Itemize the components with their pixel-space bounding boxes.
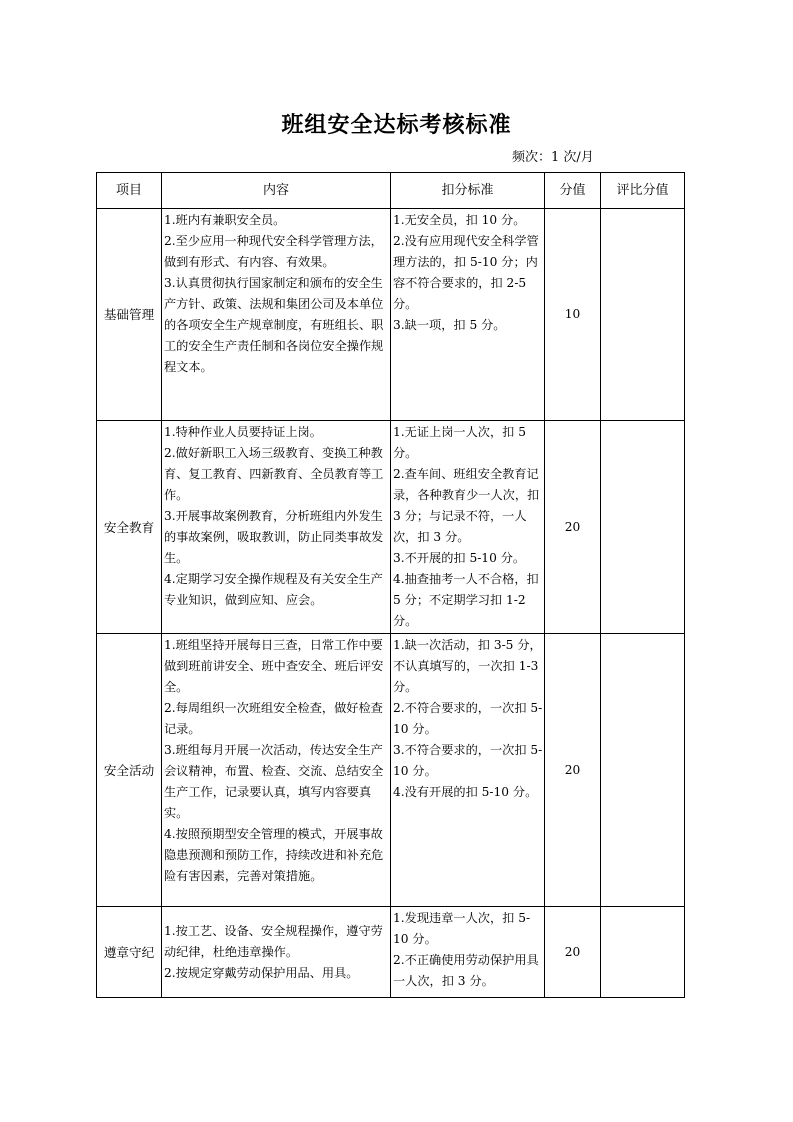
category-cell: 基础管理 bbox=[97, 209, 162, 421]
content-item: 4.按照预期型安全管理的模式，开展事故隐患预测和预防工作，持续改进和补充危险有害因素，完善对策措施。 bbox=[164, 827, 384, 883]
rating-cell bbox=[601, 421, 685, 634]
deduction-item: 1.缺一次活动，扣 3-5 分，不认真填写的，一次扣 1-3 分。 bbox=[393, 638, 542, 694]
table-row bbox=[97, 421, 685, 634]
frequency-note: 频次：1 次/月 bbox=[512, 150, 594, 165]
content-item: 1.按工艺、设备、安全规程操作，遵守劳动纪律，杜绝违章操作。 bbox=[164, 923, 383, 959]
table-row bbox=[97, 907, 685, 998]
content-item: 4.定期学习安全操作规程及有关安全生产专业知识，做到应知、应会。 bbox=[164, 572, 383, 607]
score-cell: 20 bbox=[545, 907, 601, 998]
content-item: 2.做好新职工入场三级教育、变换工种教育、复工教育、四新教育、全员教育等工作。 bbox=[164, 446, 384, 502]
rating-cell bbox=[601, 907, 685, 998]
assessment-table bbox=[96, 172, 685, 998]
deduction-item: 1.发现违章一人次，扣 5-10 分。 bbox=[393, 911, 531, 946]
table-row bbox=[97, 634, 685, 907]
content-item: 3.班组每月开展一次活动，传达安全生产会议精神，布置、检查、交流、总结安全生产工作，记录要认真，填写内容要真实。 bbox=[164, 743, 384, 820]
content-item: 2.按规定穿戴劳动保护用品、用具。 bbox=[164, 965, 359, 980]
deduction-item: 2.没有应用现代安全科学管理方法的，扣 5-10 分；内容不符合要求的，扣 2-5 分。 bbox=[393, 234, 539, 311]
rating-cell bbox=[601, 634, 685, 907]
deduction-item: 1.无安全员，扣 10 分。 bbox=[393, 213, 526, 227]
content-item: 2.至少应用一种现代安全科学管理方法，做到有形式、有内容、有效果。 bbox=[164, 234, 383, 269]
deduction-item: 3.缺一项，扣 5 分。 bbox=[393, 318, 506, 332]
content-item: 3.开展事故案例教育，分析班组内外发生的事故案例，吸取教训，防止同类事故发生。 bbox=[164, 509, 384, 565]
document-title: 班组安全达标考核标准 bbox=[281, 113, 512, 138]
deduction-item: 3.不开展的扣 5-10 分。 bbox=[393, 551, 526, 565]
deduction-cell bbox=[391, 634, 545, 907]
category-cell: 安全活动 bbox=[97, 634, 162, 907]
deduction-item: 2.查车间、班组安全教育记录，各种教育少一人次，扣 3 分；与记录不符，一人次，扣 3 分。 bbox=[393, 467, 540, 544]
header-rating: 评比分值 bbox=[601, 173, 685, 209]
content-cell bbox=[162, 209, 391, 421]
content-item: 1.班内有兼职安全员。 bbox=[164, 213, 286, 227]
deduction-cell bbox=[391, 209, 545, 421]
header-score: 分值 bbox=[545, 173, 601, 209]
deduction-cell bbox=[391, 421, 545, 634]
deduction-item: 1.无证上岗一人次，扣 5 分。 bbox=[393, 425, 526, 460]
score-cell: 20 bbox=[545, 634, 601, 907]
score-cell: 20 bbox=[545, 421, 601, 634]
category-cell: 安全教育 bbox=[97, 421, 162, 634]
table-header-row bbox=[97, 173, 685, 209]
content-item: 2.每周组织一次班组安全检查，做好检查记录。 bbox=[164, 701, 383, 736]
deduction-item: 4.抽查抽考一人不合格，扣 5 分；不定期学习扣 1-2 分。 bbox=[393, 572, 539, 628]
header-content: 内容 bbox=[162, 173, 391, 209]
deduction-item: 2.不正确使用劳动保护用具一人次，扣 3 分。 bbox=[393, 953, 539, 988]
category-cell: 遵章守纪 bbox=[97, 907, 162, 998]
content-cell bbox=[162, 634, 391, 907]
content-cell bbox=[162, 421, 391, 634]
deduction-item: 4.没有开展的扣 5-10 分。 bbox=[393, 785, 538, 799]
header-deduction: 扣分标准 bbox=[391, 173, 545, 209]
content-cell bbox=[162, 907, 391, 998]
deduction-cell bbox=[391, 907, 545, 998]
score-cell: 10 bbox=[545, 209, 601, 421]
content-item: 1.特种作业人员要持证上岗。 bbox=[164, 425, 322, 439]
content-item: 1.班组坚持开展每日三查，日常工作中要做到班前讲安全、班中查安全、班后评安全。 bbox=[164, 638, 384, 694]
rating-cell bbox=[601, 209, 685, 421]
content-item: 3.认真贯彻执行国家制定和颁布的安全生产方针、政策、法规和集团公司及本单位的各项安全生产规章制度，有班组长、职工的安全生产责任制和各岗位安全操作规程文本。 bbox=[164, 276, 384, 374]
header-item: 项目 bbox=[97, 173, 162, 209]
deduction-item: 3.不符合要求的，一次扣 5-10 分。 bbox=[393, 743, 543, 778]
deduction-item: 2.不符合要求的，一次扣 5-10 分。 bbox=[393, 701, 543, 736]
table-row bbox=[97, 209, 685, 421]
